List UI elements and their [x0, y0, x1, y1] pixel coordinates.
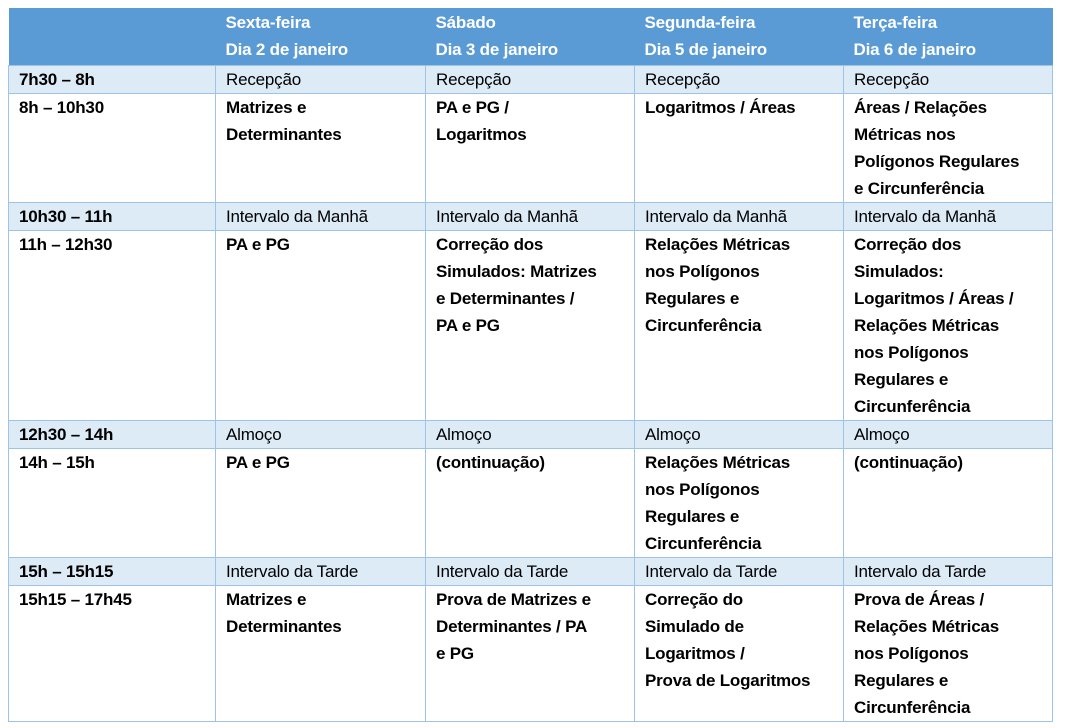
table-row: [9, 449, 1053, 558]
schedule-cell: Prova de Áreas / Relações Métricas nos Polígonos Regulares e Circunferência: [844, 586, 1053, 722]
table-row: [9, 203, 1053, 231]
schedule-cell: Intervalo da Manhã: [216, 203, 426, 231]
schedule-cell: (continuação): [426, 449, 635, 558]
table-row: [9, 66, 1053, 94]
schedule-cell: Recepção: [426, 66, 635, 94]
time-slot: 10h30 – 11h: [9, 203, 216, 231]
schedule-cell: Almoço: [216, 421, 426, 449]
table-row: [9, 421, 1053, 449]
time-slot: 7h30 – 8h: [9, 66, 216, 94]
schedule-cell: Almoço: [426, 421, 635, 449]
header-corner: [9, 8, 216, 66]
schedule-cell: Correção dos Simulados: Logaritmos / Áreas / Relações Métricas nos Polígonos Regulares e Circunferência: [844, 231, 1053, 421]
header-row: [9, 8, 1053, 66]
schedule-cell: PA e PG / Logaritmos: [426, 94, 635, 203]
schedule-cell: Matrizes e Determinantes: [216, 94, 426, 203]
schedule-cell: Correção do Simulado de Logaritmos / Prova de Logaritmos: [635, 586, 844, 722]
table-row: [9, 94, 1053, 203]
header-day: [216, 8, 426, 66]
schedule-cell: Almoço: [844, 421, 1053, 449]
day-date: Dia 5 de janeiro: [644, 40, 767, 59]
schedule-cell: PA e PG: [216, 449, 426, 558]
table-row: [9, 231, 1053, 421]
day-date: Dia 2 de janeiro: [225, 40, 348, 59]
day-date: Dia 6 de janeiro: [853, 40, 976, 59]
time-slot: 14h – 15h: [9, 449, 216, 558]
schedule-cell: Relações Métricas nos Polígonos Regulares e Circunferência: [635, 231, 844, 421]
time-slot: 15h – 15h15: [9, 558, 216, 586]
schedule-cell: Intervalo da Manhã: [635, 203, 844, 231]
schedule-cell: Matrizes e Determinantes: [216, 586, 426, 722]
table-row: [9, 586, 1053, 722]
schedule-cell: Intervalo da Tarde: [426, 558, 635, 586]
schedule-cell: Almoço: [635, 421, 844, 449]
time-slot: 8h – 10h30: [9, 94, 216, 203]
schedule-cell: Áreas / Relações Métricas nos Polígonos Regulares e Circunferência: [844, 94, 1053, 203]
schedule-table: [8, 8, 1053, 722]
time-slot: 15h15 – 17h45: [9, 586, 216, 722]
time-slot: 11h – 12h30: [9, 231, 216, 421]
schedule-cell: Recepção: [216, 66, 426, 94]
header-day: [426, 8, 635, 66]
day-date: Dia 3 de janeiro: [435, 40, 558, 59]
schedule-cell: (continuação): [844, 449, 1053, 558]
day-name: Segunda-feira: [644, 13, 756, 32]
schedule-cell: Intervalo da Tarde: [216, 558, 426, 586]
header-day: [844, 8, 1053, 66]
schedule-cell: Prova de Matrizes e Determinantes / PA e PG: [426, 586, 635, 722]
schedule-cell: Intervalo da Tarde: [635, 558, 844, 586]
table-row: [9, 558, 1053, 586]
day-name: Sexta-feira: [225, 13, 311, 32]
time-slot: 12h30 – 14h: [9, 421, 216, 449]
schedule-cell: Intervalo da Manhã: [426, 203, 635, 231]
schedule-cell: Intervalo da Manhã: [844, 203, 1053, 231]
schedule-cell: Relações Métricas nos Polígonos Regulares e Circunferência: [635, 449, 844, 558]
schedule-cell: Logaritmos / Áreas: [635, 94, 844, 203]
schedule-cell: Recepção: [844, 66, 1053, 94]
schedule-cell: Recepção: [635, 66, 844, 94]
schedule-cell: PA e PG: [216, 231, 426, 421]
day-name: Terça-feira: [853, 13, 937, 32]
header-day: [635, 8, 844, 66]
schedule-cell: Correção dos Simulados: Matrizes e Determinantes / PA e PG: [426, 231, 635, 421]
schedule-cell: Intervalo da Tarde: [844, 558, 1053, 586]
day-name: Sábado: [435, 13, 496, 32]
